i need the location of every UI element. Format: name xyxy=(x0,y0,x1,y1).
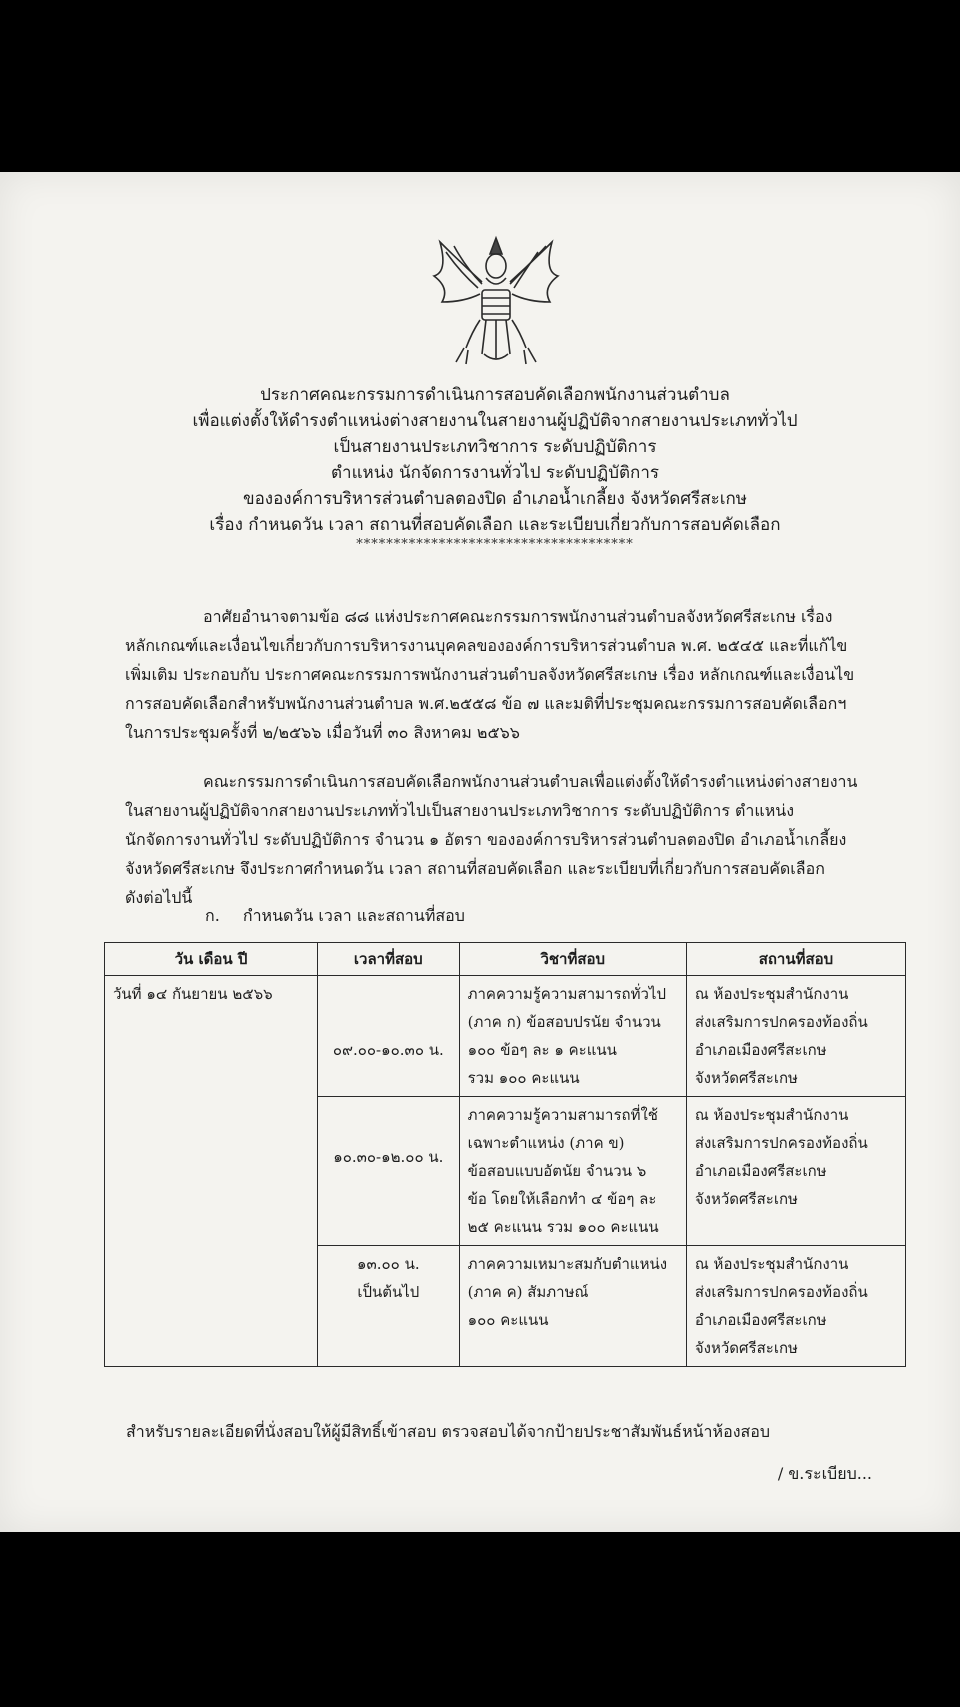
place-line: จังหวัดศรีสะเกษ xyxy=(694,1339,798,1357)
place-line: ส่งเสริมการปกครองท้องถิ่น xyxy=(694,1134,868,1152)
column-header-subject: วิชาที่สอบ xyxy=(459,943,686,976)
announcement-heading xyxy=(110,382,880,552)
subject-line: ภาคความรู้ความสามารถที่ใช้ xyxy=(467,1106,658,1124)
exam-place-cell xyxy=(686,976,905,1097)
exam-time: ๑๐.๓๐-๑๒.๐๐ น. xyxy=(333,1148,444,1166)
paragraph-line: นักจัดการงานทั่วไป ระดับปฏิบัติการ จำนวน ๑ อัตรา ขององค์การบริหารส่วนตำบลตองปิด อำเภอน้ำเกลี้ยง xyxy=(125,830,847,849)
heading-separator: ************************************* xyxy=(356,537,634,552)
heading-line: ตำแหน่ง นักจัดการงานทั่วไป ระดับปฏิบัติการ xyxy=(330,463,660,483)
place-line: ณ ห้องประชุมสำนักงาน xyxy=(694,985,849,1003)
paragraph-line: ดังต่อไปนี้ xyxy=(125,888,193,907)
place-line: อำเภอเมืองศรีสะเกษ xyxy=(694,1162,827,1180)
place-line: ณ ห้องประชุมสำนักงาน xyxy=(694,1255,849,1273)
paragraph-line: การสอบคัดเลือกสำหรับพนักงานส่วนตำบล พ.ศ.๒๕๕๘ ข้อ ๗ และมติที่ประชุมคณะกรรมการสอบคัดเลือกฯ xyxy=(125,694,847,713)
place-line: อำเภอเมืองศรีสะเกษ xyxy=(694,1311,827,1329)
subject-line: ข้อ โดยให้เลือกทำ ๔ ข้อๆ ละ xyxy=(467,1190,657,1208)
table-header-row xyxy=(105,943,906,976)
garuda-emblem xyxy=(420,232,572,368)
paragraph-line: จังหวัดศรีสะเกษ จึงประกาศกำหนดวัน เวลา สถานที่สอบคัดเลือก และระเบียบที่เกี่ยวกับการสอบคัดเลือก xyxy=(125,859,825,878)
exam-time-cell: ๑๓.๐๐ น. เป็นต้นไป xyxy=(317,1246,459,1367)
paragraph-line: หลักเกณฑ์และเงื่อนไขเกี่ยวกับการบริหารงานบุคคลขององค์การบริหารส่วนตำบล พ.ศ. ๒๕๔๕ และที่แก้ไข xyxy=(125,636,848,655)
exam-subject-cell xyxy=(459,976,686,1097)
column-header-time: เวลาที่สอบ xyxy=(317,943,459,976)
heading-line: เป็นสายงานประเภทวิชาการ ระดับปฏิบัติการ xyxy=(333,437,657,457)
exam-time-cell xyxy=(317,976,459,1097)
subject-line: (ภาค ค) สัมภาษณ์ xyxy=(467,1283,589,1301)
place-line: ส่งเสริมการปกครองท้องถิ่น xyxy=(694,1013,868,1031)
exam-date-cell: วันที่ ๑๔ กันยายน ๒๕๖๖ xyxy=(105,976,318,1367)
page-continuation: / ข.ระเบียบ... xyxy=(777,1464,872,1483)
subject-line: ๑๐๐ ข้อๆ ละ ๑ คะแนน xyxy=(467,1041,617,1059)
subject-line: ข้อสอบแบบอัตนัย จำนวน ๖ xyxy=(467,1162,647,1180)
place-line: ส่งเสริมการปกครองท้องถิ่น xyxy=(694,1283,868,1301)
paragraph-line: เพิ่มเติม ประกอบกับ ประกาศคณะกรรมการพนักงานส่วนตำบลจังหวัดศรีสะเกษ เรื่อง หลักเกณฑ์และเงื่อนไข xyxy=(125,665,855,684)
subject-line: ภาคความรู้ความสามารถทั่วไป xyxy=(467,985,666,1003)
section-marker: ก. xyxy=(205,906,220,925)
paragraph-announcement xyxy=(125,767,885,912)
exam-subject-cell xyxy=(459,1246,686,1367)
subject-line: รวม ๑๐๐ คะแนน xyxy=(467,1069,580,1087)
subject-line: (ภาค ก) ข้อสอบปรนัย จำนวน xyxy=(467,1013,661,1031)
paragraph-line: ในการประชุมครั้งที่ ๒/๒๕๖๖ เมื่อวันที่ ๓๐ สิงหาคม ๒๕๖๖ xyxy=(125,723,520,742)
seating-note: สำหรับรายละเอียดที่นั่งสอบให้ผู้มีสิทธิ์เข้าสอบ ตรวจสอบได้จากป้ายประชาสัมพันธ์หน้าห้องสอบ xyxy=(126,1422,771,1441)
paragraph-authority xyxy=(125,602,885,747)
heading-line: เพื่อแต่งตั้งให้ดำรงตำแหน่งต่างสายงานในสายงานผู้ปฏิบัติจากสายงานประเภททั่วไป xyxy=(192,411,798,431)
place-line: ณ ห้องประชุมสำนักงาน xyxy=(694,1106,849,1124)
subject-line: ๑๐๐ คะแนน xyxy=(467,1311,549,1329)
exam-time-cell xyxy=(317,1097,459,1246)
heading-line: ขององค์การบริหารส่วนตำบลตองปิด อำเภอน้ำเกลี้ยง จังหวัดศรีสะเกษ xyxy=(242,489,748,509)
place-line: อำเภอเมืองศรีสะเกษ xyxy=(694,1041,827,1059)
column-header-place: สถานที่สอบ xyxy=(686,943,905,976)
section-heading xyxy=(205,904,483,929)
subject-line: ๒๕ คะแนน รวม ๑๐๐ คะแนน xyxy=(467,1218,659,1236)
document-page xyxy=(0,172,960,1532)
exam-subject-cell xyxy=(459,1097,686,1246)
exam-place-cell xyxy=(686,1246,905,1367)
paragraph-line: คณะกรรมการดำเนินการสอบคัดเลือกพนักงานส่วนตำบลเพื่อแต่งตั้งให้ดำรงตำแหน่งต่างสายงาน xyxy=(203,772,858,791)
column-header-date: วัน เดือน ปี xyxy=(105,943,318,976)
paragraph-line: ในสายงานผู้ปฏิบัติจากสายงานประเภททั่วไปเป็นสายงานประเภทวิชาการ ระดับปฏิบัติการ ตำแหน่ง xyxy=(125,801,794,820)
place-line: จังหวัดศรีสะเกษ xyxy=(694,1190,798,1208)
place-line: จังหวัดศรีสะเกษ xyxy=(694,1069,798,1087)
subject-line: ภาคความเหมาะสมกับตำแหน่ง xyxy=(467,1255,668,1273)
exam-place-cell xyxy=(686,1097,905,1246)
exam-time: ๐๙.๐๐-๑๐.๓๐ น. xyxy=(332,1041,444,1059)
heading-subject-line: เรื่อง กำหนดวัน เวลา สถานที่สอบคัดเลือก และระเบียบเกี่ยวกับการสอบคัดเลือก xyxy=(209,515,781,535)
exam-schedule-table xyxy=(104,942,906,1367)
heading-line: ประกาศคณะกรรมการดำเนินการสอบคัดเลือกพนักงานส่วนตำบล xyxy=(260,385,730,405)
section-title: กำหนดวัน เวลา และสถานที่สอบ xyxy=(242,906,465,925)
table-row xyxy=(105,976,906,1097)
paragraph-line: อาศัยอำนาจตามข้อ ๘๘ แห่งประกาศคณะกรรมการพนักงานส่วนตำบลจังหวัดศรีสะเกษ เรื่อง xyxy=(203,607,833,626)
subject-line: เฉพาะตำแหน่ง (ภาค ข) xyxy=(467,1134,625,1152)
